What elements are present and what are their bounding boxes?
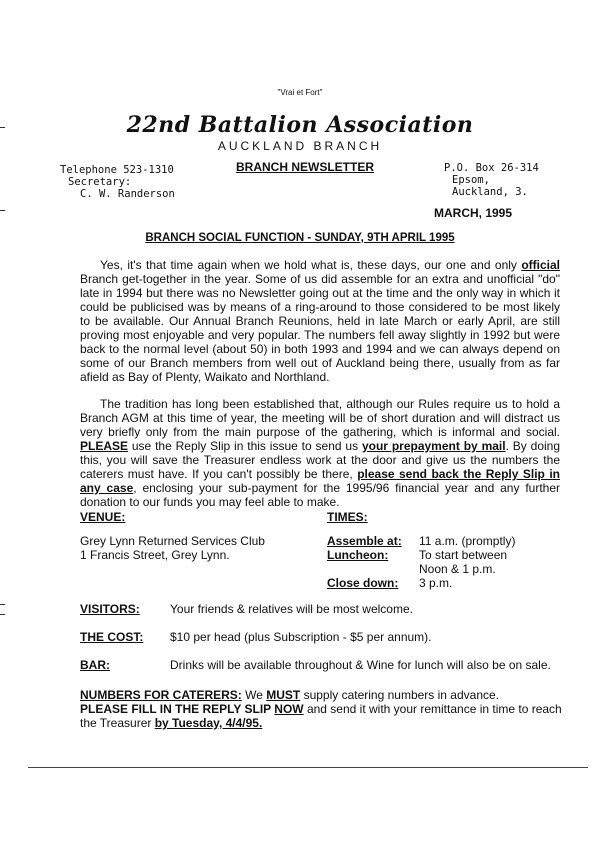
margin-mark bbox=[0, 604, 5, 605]
po-box: P.O. Box 26-314 bbox=[444, 162, 539, 174]
times-label: TIMES: bbox=[327, 510, 368, 524]
assemble-label: Assemble at: bbox=[327, 534, 402, 548]
bottom-divider bbox=[28, 767, 588, 768]
association-title: 22nd Battalion Association bbox=[126, 112, 474, 138]
p2-text-d: , enclosing your sub-payment for the 1995/96 financial year and any further donation to our funds you may feel able to make. bbox=[80, 481, 560, 509]
motto: "Vrai et Fort" bbox=[277, 88, 323, 97]
p2-please: PLEASE bbox=[80, 439, 129, 453]
venue-line2: 1 Francis Street, Grey Lynn. bbox=[80, 548, 230, 562]
margin-mark bbox=[0, 614, 5, 615]
caterers-deadline: by Tuesday, 4/4/95. bbox=[154, 716, 263, 730]
branch-subtitle: AUCKLAND BRANCH bbox=[217, 139, 383, 153]
luncheon-value2: Noon & 1 p.m. bbox=[419, 562, 496, 576]
visitors-label: VISITORS: bbox=[80, 602, 140, 616]
luncheon-value1: To start between bbox=[419, 548, 508, 562]
caterers-label: NUMBERS FOR CATERERS: bbox=[80, 688, 242, 702]
cost-value: $10 per head (plus Subscription - $5 per annum). bbox=[170, 630, 432, 644]
margin-mark bbox=[0, 210, 5, 211]
caterers-must: MUST bbox=[266, 688, 301, 702]
close-label: Close down: bbox=[327, 576, 399, 590]
caterers-line2 bbox=[80, 702, 570, 716]
address-suburb: Epsom, bbox=[452, 174, 490, 186]
p2-text-b: use the Reply Slip in this issue to send us bbox=[128, 439, 362, 453]
caterers-text-d: the Treasurer bbox=[80, 716, 155, 730]
newsletter-title: BRANCH NEWSLETTER bbox=[236, 160, 374, 174]
function-heading: BRANCH SOCIAL FUNCTION - SUNDAY, 9TH APRIL 1995 bbox=[145, 232, 455, 244]
luncheon-label: Luncheon: bbox=[327, 548, 389, 562]
cost-label: THE COST: bbox=[80, 630, 144, 644]
bar-label: BAR: bbox=[80, 658, 110, 672]
close-value: 3 p.m. bbox=[419, 576, 453, 590]
assemble-value: 11 a.m. (promptly) bbox=[419, 534, 516, 548]
paragraph-agm bbox=[80, 397, 560, 509]
caterers-line3 bbox=[80, 716, 570, 730]
caterers-fill-in: PLEASE FILL IN THE REPLY SLIP bbox=[80, 702, 275, 716]
margin-mark bbox=[0, 127, 5, 128]
paragraph-intro bbox=[80, 258, 560, 384]
p1-official: official bbox=[521, 258, 560, 272]
secretary-name: C. W. Randerson bbox=[80, 188, 175, 200]
caterers-now: NOW bbox=[274, 702, 304, 716]
caterers-line1 bbox=[80, 688, 570, 702]
p2-send-reply: please send back the Reply Slip in any case bbox=[80, 467, 560, 495]
telephone: Telephone 523-1310 bbox=[60, 164, 174, 176]
caterers-text-a: We bbox=[241, 688, 267, 702]
p1-text-b: Branch get-together in the year. Some of us did assemble for an extra and unofficial "do" late in 1994 but there was no Newsletter going out at the time and the only way in which it could be publicised was by means of a ring-around to those considered to be most likely to be available. Our Annual Branch Reunions, held in late March or early April, are still proving most enjoyable and very popular. The numbers fell away slightly in 1992 but were back to the normal level (about 50) in both 1993 and 1994 and we can always depend on some of our Branch members from well out of Auckland being there, usually from as far afield as Bay of Plenty, Waikato and Northland. bbox=[80, 272, 560, 384]
issue-date: MARCH, 1995 bbox=[434, 206, 513, 220]
p1-text-a: Yes, it's that time again when we hold what is, these days, our one and only bbox=[100, 258, 522, 272]
venue-label: VENUE: bbox=[80, 510, 126, 524]
venue-line1: Grey Lynn Returned Services Club bbox=[80, 534, 265, 548]
caterers-text-b: supply catering numbers in advance. bbox=[300, 688, 500, 702]
p2-text-c: . By doing this, you will save the Treasurer endless work at the door and give us the numbers the caterers must have. If you can't possibly be there, bbox=[80, 439, 560, 481]
address-city: Auckland, 3. bbox=[452, 186, 528, 198]
caterers-text-c: and send it with your remittance in time to reach bbox=[303, 702, 562, 716]
secretary-label: Secretary: bbox=[68, 176, 132, 188]
p2-prepayment: your prepayment by mail bbox=[361, 439, 506, 453]
visitors-value: Your friends & relatives will be most welcome. bbox=[170, 602, 413, 616]
p2-text-a: The tradition has long been established that, although our Rules require us to hold a Branch AGM at this time of year, the meeting will be of short duration and will distract us very briefly only from the main purpose of the gathering, which is informal and social. bbox=[80, 397, 560, 439]
bar-value: Drinks will be available throughout & Wine for lunch will also be on sale. bbox=[170, 658, 551, 672]
